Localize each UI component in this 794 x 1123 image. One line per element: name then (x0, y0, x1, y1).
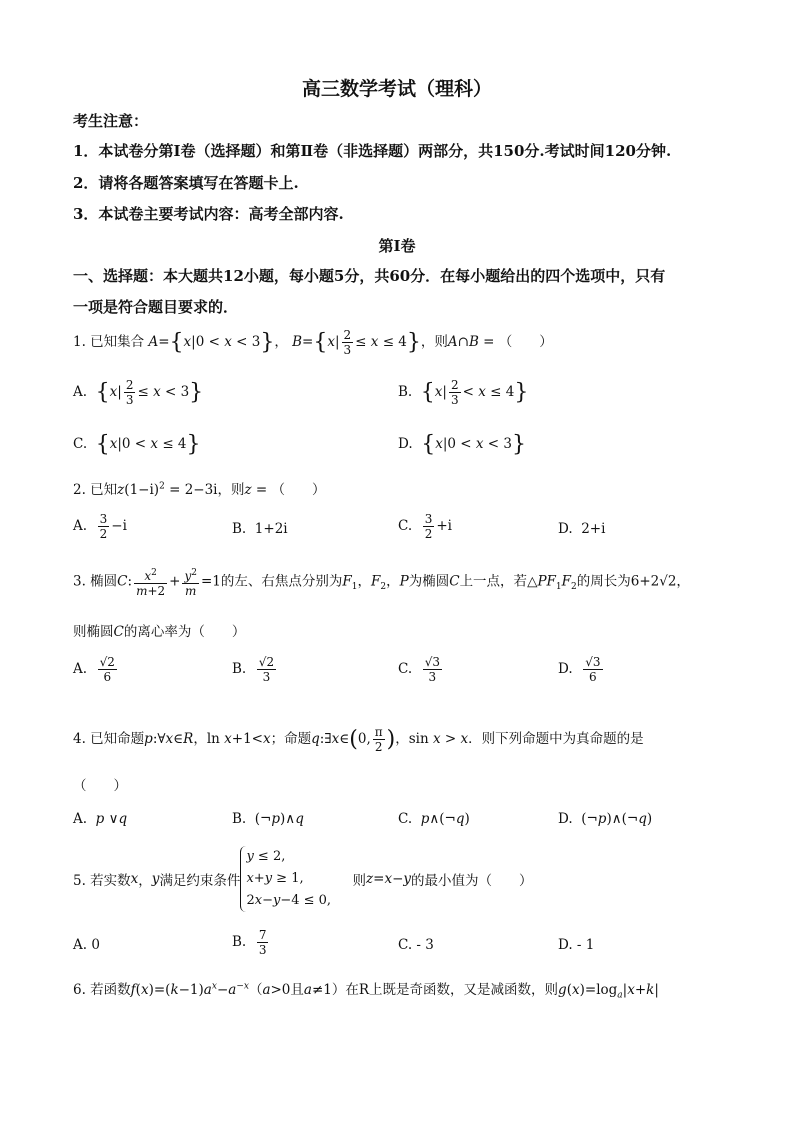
part-label: 第Ⅰ卷 (378, 237, 416, 255)
section-line-1: 一、选择题：本大题共12小题，每小题5分，共60分．在每小题给出的四个选项中，只有 (73, 267, 666, 285)
q4-paren: （ ） (73, 778, 127, 794)
constraint-system: y ≤ 2, x+y ≥ 1, 2x−y−4 ≤ 0, (240, 846, 331, 912)
q5-option-d: D. - 1 (558, 937, 595, 953)
q4-option-b: B. (¬p)∧q (232, 811, 304, 827)
notice-item-1: 1．本试卷分第Ⅰ卷（选择题）和第Ⅱ卷（非选择题）两部分，共150分.考试时间120分钟. (73, 142, 672, 160)
q5-option-c: C. - 3 (398, 937, 434, 953)
page-title: 高三数学考试（理科） (301, 78, 492, 100)
q2-option-c: C. $\frac{3}{2}$ +i (398, 512, 453, 541)
notice-item-2: 2．请将各题答案填写在答题卡上. (73, 174, 299, 192)
q5-option-b: B. $\frac{7}{3}$ (232, 928, 267, 957)
notice-heading: 考生注意： (73, 112, 149, 130)
q6-stem: 6. 若函数 (73, 982, 131, 998)
q1-stem: 1. 已知集合 (73, 334, 145, 350)
q2-option-a: A. $\frac{3}{2}$ −i (73, 512, 127, 541)
q3-option-a: A. $\frac{√2}{6}$ (73, 655, 115, 684)
q1-option-d: D. {x|0 < x < 3} (398, 432, 526, 457)
q1-paren: （ ） (498, 334, 553, 350)
q3-stem: 3. 椭圆 (73, 573, 118, 590)
q1-tail: ，则 (420, 334, 448, 350)
q3-option-d: D. $\frac{√3}{6}$ (558, 655, 601, 684)
q2-option-b: B. 1+2i (232, 521, 288, 537)
question-4: 4. 已知命题p:∀x∈R，ln x+1<x；命题q:∃x∈(0, $\frac{\pi}{2}$ )，sin x > x．则下列命题中为真命题的是 (73, 725, 644, 754)
q1-option-c: C. {x|0 < x ≤ 4} (73, 432, 201, 457)
q5-option-a: A. 0 (73, 937, 100, 953)
q1-comma: ， (274, 334, 288, 350)
question-3-line-2: 则椭圆C的离心率为（ ） (73, 624, 246, 640)
q1-option-b: B. {x| $\frac{2}{3}$ < x ≤ 4} (398, 378, 529, 407)
question-5: 5. 若实数x，y满足约束条件y ≤ 2, x+y ≥ 1, 2x−y−4 ≤ 0, 则z=x−y的最小值为（ ） (73, 846, 533, 912)
q1-option-a: A. {x| $\frac{2}{3}$ ≤ x < 3} (73, 378, 204, 407)
q5-stem: 5. 若实数 (73, 873, 131, 889)
notice-item-3: 3．本试卷主要考试内容：高考全部内容. (73, 205, 344, 223)
q2-paren: （ ） (271, 482, 326, 498)
question-1: 1. 已知集合 A={x|0 < x < 3}， B={x| $\frac{2}{3}$ ≤ x ≤ 4}，则A∩B = （ ） (73, 328, 553, 357)
q4-stem: 4. 已知命题 (73, 731, 145, 747)
q3-option-c: C. $\frac{√3}{3}$ (398, 655, 441, 684)
q4-option-d: D. (¬p)∧(¬q) (558, 811, 653, 827)
q2-tail: ，则 (217, 482, 245, 498)
q3-option-b: B. $\frac{√2}{3}$ (232, 655, 275, 684)
section-line-2: 一项是符合题目要求的． (73, 298, 239, 316)
question-6: 6. 若函数$f(x)=(k-1)a^x-a^{-x}(a>0$且a≠1）在R上既是奇函数，又是减函数，则$g(x)=\log_a|x+k|$ (73, 981, 659, 1001)
question-3: 3. 椭圆C: $\frac{x^2}{m+2}$ + $\frac{y^2}{m}$ =1的左、右焦点分别为$F_1$，$F_2$，P为椭圆C上一点，若$\triangle PF_1F_2$的周长为6+2√2， (73, 568, 690, 598)
question-2: 2. 已知$z(1-i)^2 = 2-3i$，则z = （ ） (73, 481, 326, 498)
q2-option-d: D. 2+i (558, 521, 606, 537)
q4-option-a: A. p ∨q (73, 811, 128, 827)
q2-stem: 2. 已知 (73, 482, 118, 498)
q4-option-c: C. p∧(¬q) (398, 811, 470, 827)
